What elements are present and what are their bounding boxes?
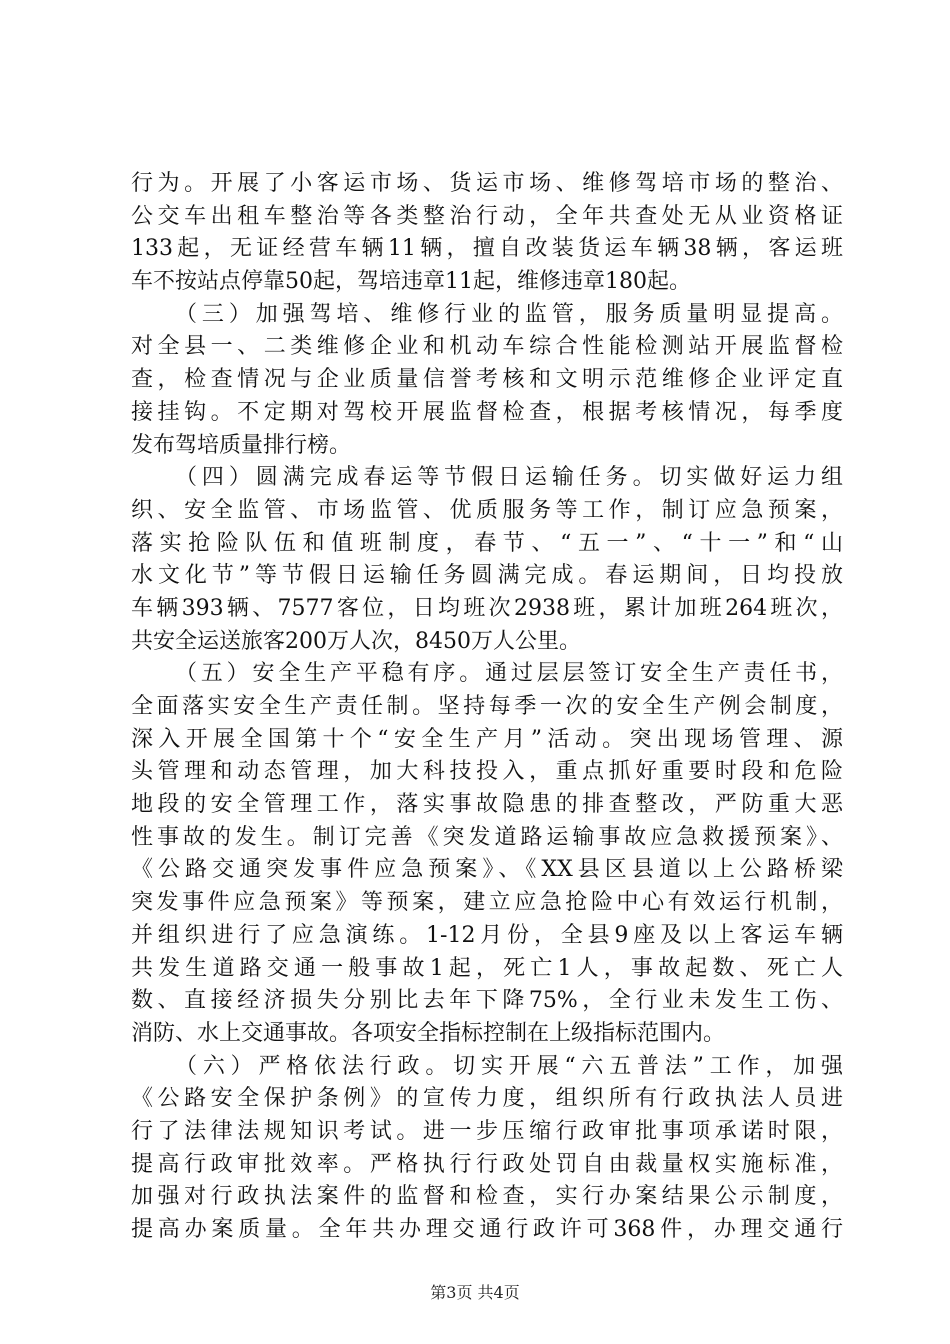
text-line: 性事故的发生。制订完善《突发道路运输事故应急救援预案》、 <box>131 824 843 850</box>
text-line: 水文化节”等节假日运输任务圆满完成。春运期间，日均投放 <box>131 563 843 589</box>
text-line: 公交车出租车整治等各类整治行动，全年共查处无从业资格证 <box>131 203 843 229</box>
section-heading-line: （四）圆满完成春运等节假日运输任务。切实做好运力组 <box>175 465 843 491</box>
text-line: 数、直接经济损失分别比去年下降75%，全行业未发生工伤、 <box>131 988 843 1014</box>
text-line: 地段的安全管理工作，落实事故隐患的排查整改，严防重大恶 <box>131 792 843 818</box>
text-line: 突发事件应急预案》等预案，建立应急抢险中心有效运行机制， <box>131 890 843 916</box>
section-heading-line: （三）加强驾培、维修行业的监管，服务质量明显提高。 <box>175 301 843 327</box>
text-line: 共安全运送旅客200万人次，8450万人公里。 <box>131 628 581 654</box>
page-number: 第3页 共4页 <box>430 1283 520 1302</box>
text-line: 对全县一、二类维修企业和机动车综合性能检测站开展监督检 <box>131 334 843 360</box>
text-line: 织、安全监管、市场监管、优质服务等工作，制订应急预案， <box>131 497 843 523</box>
text-line: 落实抢险队伍和值班制度，春节、“五一”、“十一”和“山 <box>131 530 843 556</box>
document-body <box>131 168 843 1247</box>
text-line: 行了法律法规知识考试。进一步压缩行政审批事项承诺时限， <box>131 1118 843 1144</box>
text-line: 并组织进行了应急演练。1-12月份，全县9座及以上客运车辆 <box>131 922 843 948</box>
text-line: 提高行政审批效率。严格执行行政处罚自由裁量权实施标准， <box>131 1151 843 1177</box>
text-line: 车不按站点停靠50起，驾培违章11起，维修违章180起。 <box>131 269 691 295</box>
text-line: 共发生道路交通一般事故1起，死亡1人，事故起数、死亡人 <box>131 955 843 981</box>
text-line: 接挂钩。不定期对驾校开展监督检查，根据考核情况，每季度 <box>131 399 843 425</box>
text-line: 《公路交通突发事件应急预案》、《XX县区县道以上公路桥梁 <box>131 857 843 883</box>
text-line: 深入开展全国第十个“安全生产月”活动。突出现场管理、源 <box>131 726 843 752</box>
text-line: 加强对行政执法案件的监督和检查，实行办案结果公示制度， <box>131 1184 843 1210</box>
text-line: 发布驾培质量排行榜。 <box>131 432 352 458</box>
section-heading-line: （五）安全生产平稳有序。通过层层签订安全生产责任书， <box>175 661 843 687</box>
text-line: 提高办案质量。全年共办理交通行政许可368件，办理交通行 <box>131 1217 843 1242</box>
text-line: 查，检查情况与企业质量信誉考核和文明示范维修企业评定直 <box>131 367 843 393</box>
text-line: 133起，无证经营车辆11辆，擅自改装货运车辆38辆，客运班 <box>131 236 843 262</box>
text-line: 头管理和动态管理，加大科技投入，重点抓好重要时段和危险 <box>131 759 843 785</box>
text-line: 《公路安全保护条例》的宣传力度，组织所有行政执法人员进 <box>131 1086 843 1112</box>
text-line: 全面落实安全生产责任制。坚持每季一次的安全生产例会制度， <box>131 694 843 719</box>
text-line: 行为。开展了小客运市场、货运市场、维修驾培市场的整治、 <box>131 171 843 196</box>
section-heading-line: （六）严格依法行政。切实开展“六五普法”工作，加强 <box>175 1053 843 1079</box>
text-line: 车辆393辆、7577客位，日均班次2938班，累计加班264班次， <box>131 595 843 621</box>
text-line: 消防、水上交通事故。各项安全指标控制在上级指标范围内。 <box>131 1020 726 1046</box>
